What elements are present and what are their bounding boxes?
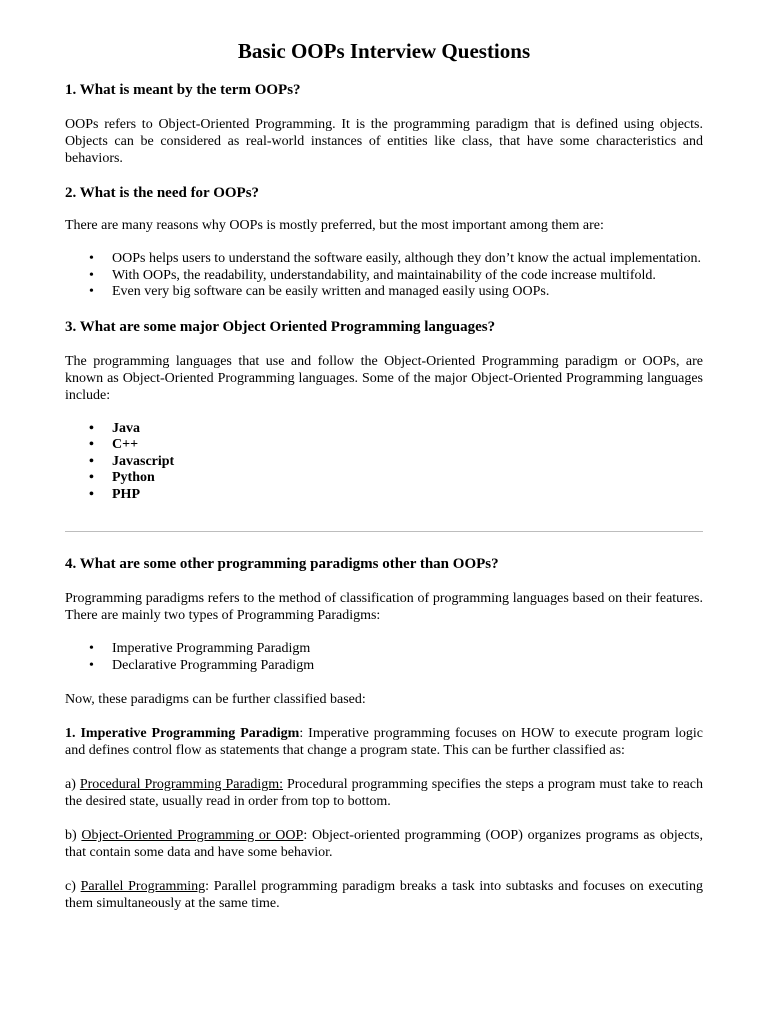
parallel-paragraph: [65, 878, 703, 912]
list-item: [89, 251, 703, 268]
q2-bullet-list: [65, 251, 703, 301]
language-name: Python: [112, 470, 155, 485]
procedural-text: Procedural programming specifies the steps a program must take to reach the desired state, usually read in order from top to bottom.: [65, 777, 703, 809]
q4-body: Programming paradigms refers to the method of classification of programming languages based on their features. There are mainly two types of Programming Paradigms:: [65, 591, 703, 623]
procedural-label: Procedural Programming Paradigm:: [79, 777, 283, 792]
bullet-icon: •: [89, 420, 94, 436]
paradigm-list: [65, 641, 703, 674]
procedural-paragraph: [65, 776, 703, 810]
language-name: Java: [112, 420, 140, 436]
bullet-icon: •: [89, 453, 94, 469]
paradigm-name: Declarative Programming Paradigm: [112, 657, 315, 673]
bullet-icon: •: [89, 657, 94, 673]
language-name: C++: [112, 437, 139, 452]
list-item: [89, 641, 703, 658]
item-prefix: c): [65, 879, 81, 894]
oop-text: : Object-oriented programming (OOP) organizes programs as objects, that contain some data and have some behavior.: [65, 828, 703, 860]
section-divider: [65, 531, 703, 532]
oop-label: Object-Oriented Programming or OOP: [81, 828, 304, 843]
paradigm-name: Imperative Programming Paradigm: [112, 641, 311, 656]
item-prefix: b): [65, 828, 82, 843]
parallel-text: : Parallel programming paradigm breaks a task into subtasks and focuses on executing them simultaneously at the same time.: [65, 879, 703, 911]
language-list: [65, 421, 703, 504]
bullet-icon: •: [89, 267, 94, 283]
q4-further-text: Now, these paradigms can be further classified based:: [65, 692, 366, 707]
q1-heading: 1. What is meant by the term OOPs?: [65, 82, 301, 98]
item-prefix: a): [65, 777, 80, 792]
bullet-icon: •: [89, 470, 94, 485]
q4-heading: 4. What are some other programming paradigms other than OOPs?: [65, 556, 499, 572]
list-item: [89, 284, 703, 301]
imperative-paragraph: [65, 725, 703, 759]
imperative-text: : Imperative programming focuses on HOW to execute program logic and defines control flow as statements that change a program state. This can be further classified as:: [65, 726, 703, 758]
document-title: Basic OOPs Interview Questions: [237, 39, 531, 63]
q3-heading: 3. What are some major Object Oriented Programming languages?: [65, 318, 496, 335]
q3-body: The programming languages that use and follow the Object-Oriented Programming paradigm or OOPs, are known as Object-Oriented Programming languages. Some of the major Object-Oriented Programming languages include:: [65, 353, 703, 403]
q1-body: OOPs refers to Object-Oriented Programming. It is the programming paradigm that is defined using objects. Objects can be considered as real-world instances of entities like class, that have some characteristics and behaviors.: [65, 117, 703, 166]
list-item: [89, 470, 703, 487]
q2-intro: There are many reasons why OOPs is mostly preferred, but the most important among them are:: [65, 218, 604, 233]
bullet-icon: •: [89, 641, 94, 656]
bullet-icon: •: [89, 437, 94, 452]
parallel-label: Parallel Programming: [80, 879, 206, 894]
bullet-icon: •: [89, 486, 94, 502]
list-item: [89, 420, 703, 438]
list-item: [89, 267, 703, 285]
list-item: [89, 486, 703, 504]
bullet-icon: •: [89, 251, 94, 266]
q2-bullet-text: OOPs helps users to understand the software easily, although they don’t know the actual implementation.: [112, 251, 702, 266]
oop-paragraph: [65, 827, 703, 861]
list-item: [89, 437, 703, 454]
language-name: Javascript: [112, 453, 175, 469]
q2-bullet-text: With OOPs, the readability, understandability, and maintainability of the code increase multifold.: [112, 267, 656, 283]
q2-bullet-text: Even very big software can be easily written and managed easily using OOPs.: [112, 284, 550, 299]
list-item: [89, 453, 703, 471]
q2-heading: 2. What is the need for OOPs?: [65, 185, 260, 201]
language-name: PHP: [112, 486, 140, 502]
list-item: [89, 657, 703, 675]
bullet-icon: •: [89, 284, 94, 299]
imperative-label: 1. Imperative Programming Paradigm: [65, 726, 300, 741]
